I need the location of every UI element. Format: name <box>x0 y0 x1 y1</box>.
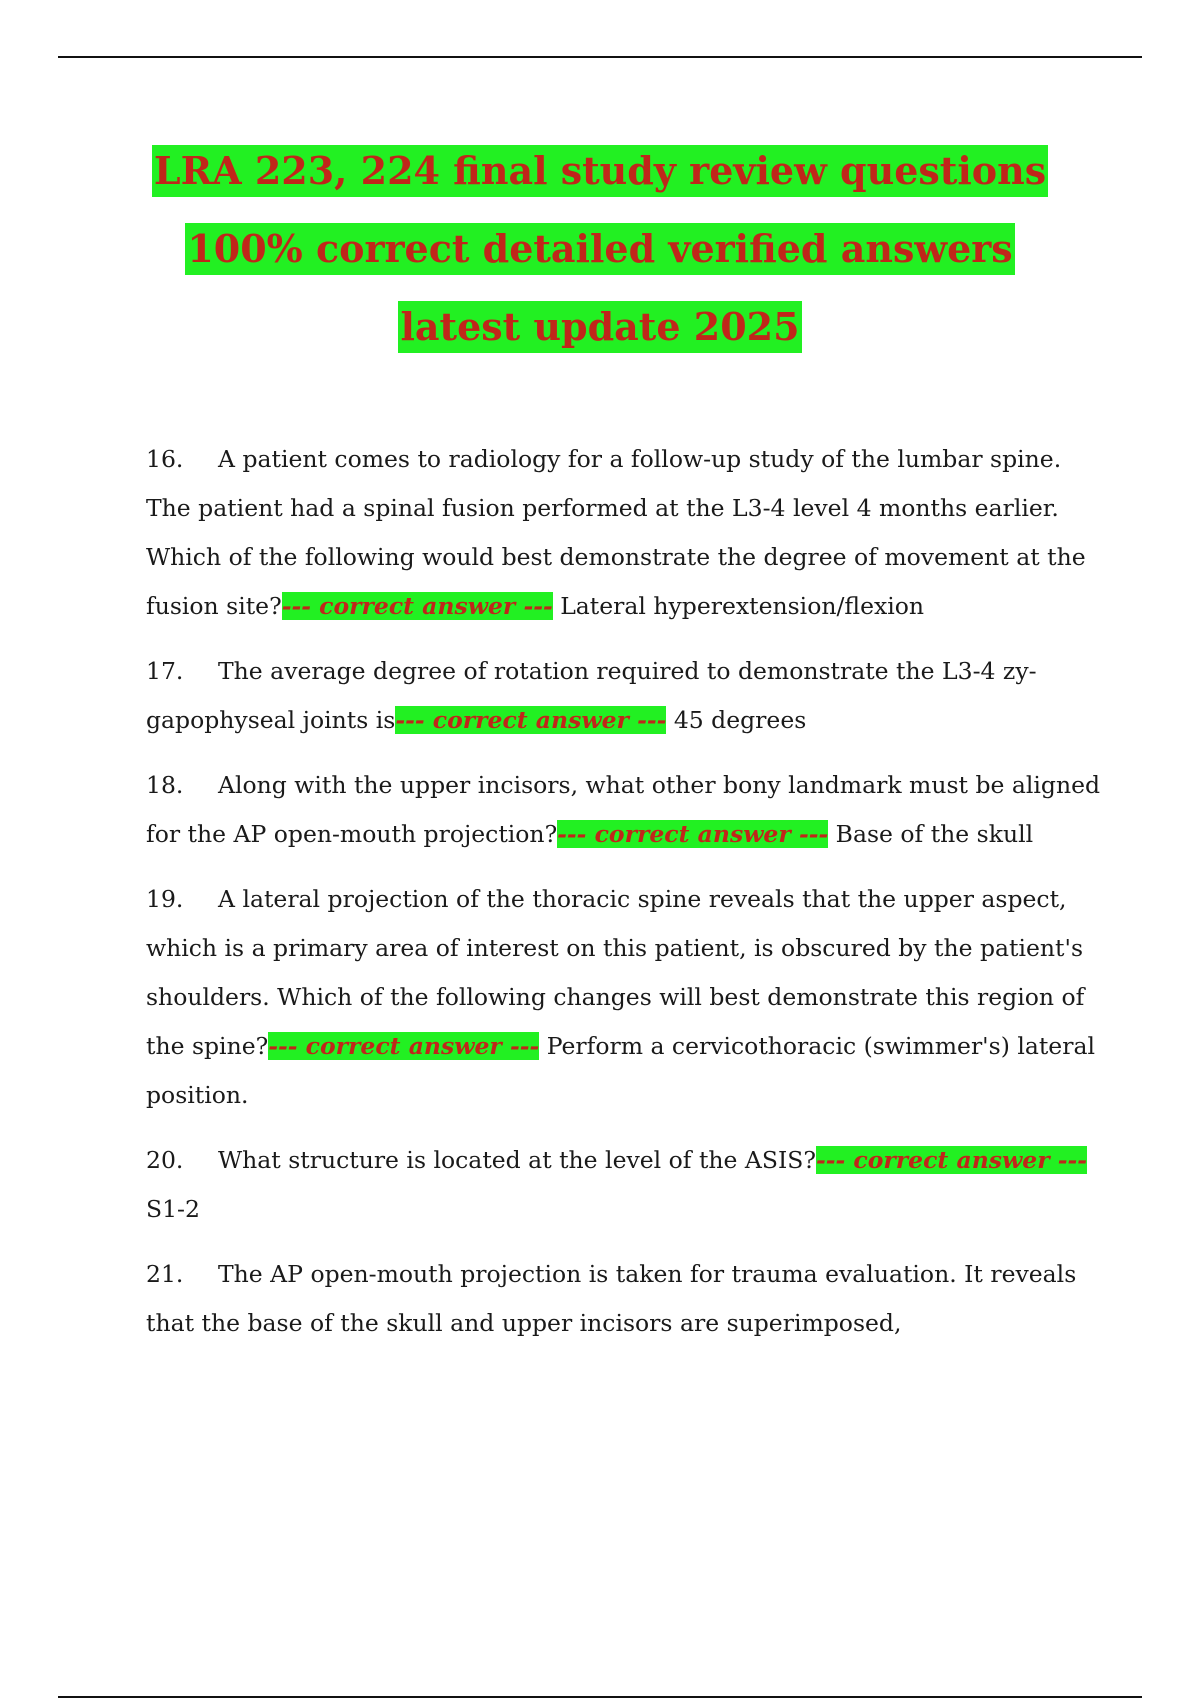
question-text: The average degree of rotation required to demonstrate the L3-4 zy- gapophyseal joints is <box>146 657 1037 734</box>
document-title <box>0 140 1200 374</box>
question-text: A lateral projection of the thoracic spine reveals that the upper aspect, which is a primary area of interest on this patient, is obscured by the patient's shoulders. Which of the following changes will best demonstrate this region of the spine? <box>146 885 1085 1060</box>
question-number: 17. <box>146 657 184 685</box>
title-line-2: 100% correct detailed verified answers <box>0 218 1200 296</box>
title-line-1: LRA 223, 224 final study review questions <box>0 140 1200 218</box>
answer-text: S1-2 <box>146 1195 200 1223</box>
question-number: 21. <box>146 1260 184 1288</box>
question-text: What structure is located at the level of the ASIS? <box>218 1146 816 1174</box>
top-rule <box>58 56 1142 58</box>
answer-text: Base of the skull <box>828 820 1034 848</box>
question-21 <box>146 1250 1106 1348</box>
question-number: 16. <box>146 445 184 473</box>
correct-answer-marker: --- correct answer --- <box>395 706 667 734</box>
question-number: 19. <box>146 885 184 913</box>
correct-answer-marker: --- correct answer --- <box>281 592 553 620</box>
question-19 <box>146 875 1106 1120</box>
question-16 <box>146 435 1106 631</box>
question-text: The AP open-mouth projection is taken for trauma evaluation. It reveals that the base of the skull and upper incisors are superimposed, <box>146 1260 1077 1337</box>
question-17 <box>146 647 1106 745</box>
answer-text: Perform a cervicothoracic (swimmer's) lateral position. <box>146 1032 1095 1109</box>
answer-text: Lateral hyperextension/flexion <box>552 592 925 620</box>
bottom-rule <box>58 1696 1142 1698</box>
question-20 <box>146 1136 1106 1234</box>
question-number: 18. <box>146 771 184 799</box>
title-line-3: latest update 2025 <box>0 296 1200 374</box>
correct-answer-marker: --- correct answer --- <box>268 1032 540 1060</box>
question-text: Along with the upper incisors, what other bony landmark must be aligned for the AP open-mouth projection? <box>146 771 1101 848</box>
correct-answer-marker: --- correct answer --- <box>815 1146 1088 1174</box>
question-text: A patient comes to radiology for a follow-up study of the lumbar spine. The patient had a spinal fusion performed at the L3-4 level 4 months earlier. Which of the following would best demonstrate the degree of movement at the fusion site? <box>146 445 1086 620</box>
answer-text: 45 degrees <box>666 706 807 734</box>
correct-answer-marker: --- correct answer --- <box>557 820 829 848</box>
question-number: 20. <box>146 1146 184 1174</box>
question-18 <box>146 761 1106 859</box>
question-list <box>146 435 1106 1364</box>
